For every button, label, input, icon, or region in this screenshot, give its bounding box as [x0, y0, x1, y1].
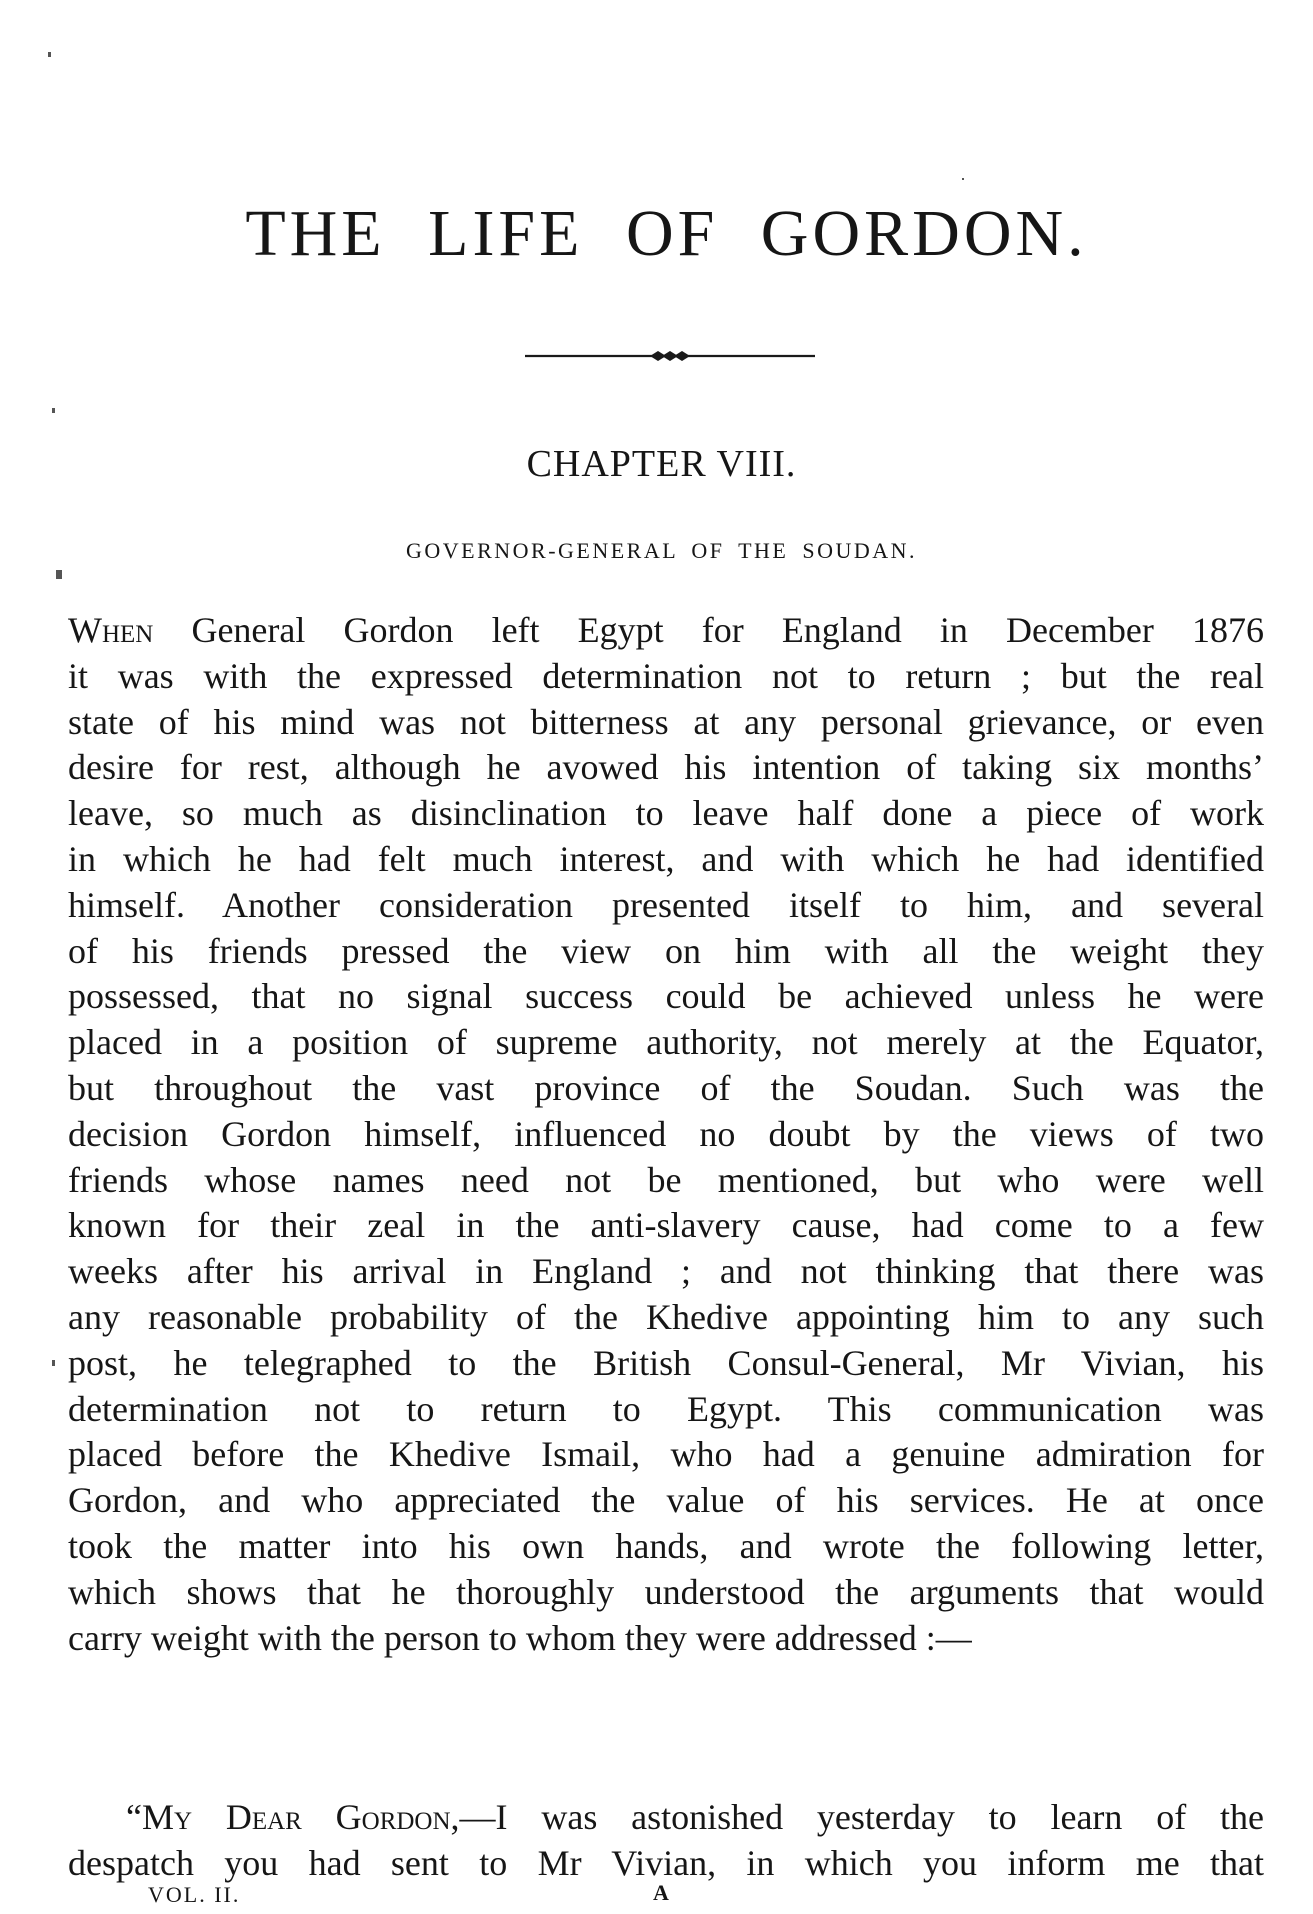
body-line: himself. Another consideration presented itself to him, and several [68, 884, 1264, 925]
body-line: took the matter into his own hands, and wrote the following letter, [68, 1525, 1264, 1566]
body-line-text: General Gordon left Egypt for England in December 1876 [153, 610, 1264, 650]
letter-line: despatch you had sent to Mr Vivian, in which you inform me that [68, 1842, 1264, 1883]
signature-mark: A [653, 1880, 669, 1905]
scan-speck [48, 52, 51, 57]
letter-line-text: —I was astonished yesterday to learn of the [459, 1797, 1264, 1837]
body-line: any reasonable probability of the Khedive appointing him to any such [68, 1296, 1264, 1337]
body-line: placed before the Khedive Ismail, who had a genuine admiration for [68, 1434, 1264, 1475]
volume-marker: VOL. II. [148, 1882, 241, 1907]
body-line: which shows that he thoroughly understood the arguments that would [68, 1571, 1264, 1612]
body-line: it was with the expressed determination not to return ; but the real [68, 655, 1264, 696]
body-line: determination not to return to Egypt. This communication was [68, 1388, 1264, 1429]
chapter-subtitle: GOVERNOR-GENERAL OF THE SOUDAN. [405, 538, 918, 563]
letter-salutation: “My Dear Gordon, [126, 1797, 460, 1837]
scan-speck [52, 1360, 55, 1366]
body-line: carry weight with the person to whom they were addressed :— [68, 1617, 972, 1658]
title-ornament-rule [525, 348, 815, 364]
body-line: friends whose names need not be mentioned, but who were well [68, 1159, 1264, 1200]
body-line [68, 608, 1264, 654]
body-line: placed in a position of supreme authority, not merely at the Equator, [68, 1022, 1264, 1063]
body-line: weeks after his arrival in England ; and not thinking that there was [68, 1251, 1264, 1292]
dropcap-word: When [68, 610, 154, 650]
body-line: in which he had felt much interest, and with which he had identified [68, 838, 1264, 879]
body-line: of his friends pressed the view on him with all the weight they [68, 930, 1264, 971]
letter-quote [68, 1795, 1264, 1887]
body-line: leave, so much as disinclination to leave half done a piece of work [68, 793, 1264, 834]
book-title: THE LIFE OF GORDON. [245, 197, 1088, 270]
letter-line [68, 1795, 1264, 1841]
body-line: state of his mind was not bitterness at any personal grievance, or even [68, 701, 1264, 742]
body-paragraph [68, 608, 1264, 1661]
scan-speck [962, 178, 964, 180]
body-line: Gordon, and who appreciated the value of his services. He at once [68, 1480, 1264, 1521]
body-line: post, he telegraphed to the British Consul-General, Mr Vivian, his [68, 1342, 1264, 1383]
scan-speck [52, 408, 55, 413]
body-line: decision Gordon himself, influenced no doubt by the views of two [68, 1113, 1264, 1154]
body-line: but throughout the vast province of the Soudan. Such was the [68, 1067, 1264, 1108]
body-line: known for their zeal in the anti-slavery cause, had come to a few [68, 1205, 1264, 1246]
body-line: possessed, that no signal success could be achieved unless he were [68, 976, 1264, 1017]
scan-speck [56, 570, 62, 579]
chapter-heading: CHAPTER VIII. [526, 443, 797, 485]
body-line: desire for rest, although he avowed his intention of taking six months’ [68, 747, 1264, 788]
